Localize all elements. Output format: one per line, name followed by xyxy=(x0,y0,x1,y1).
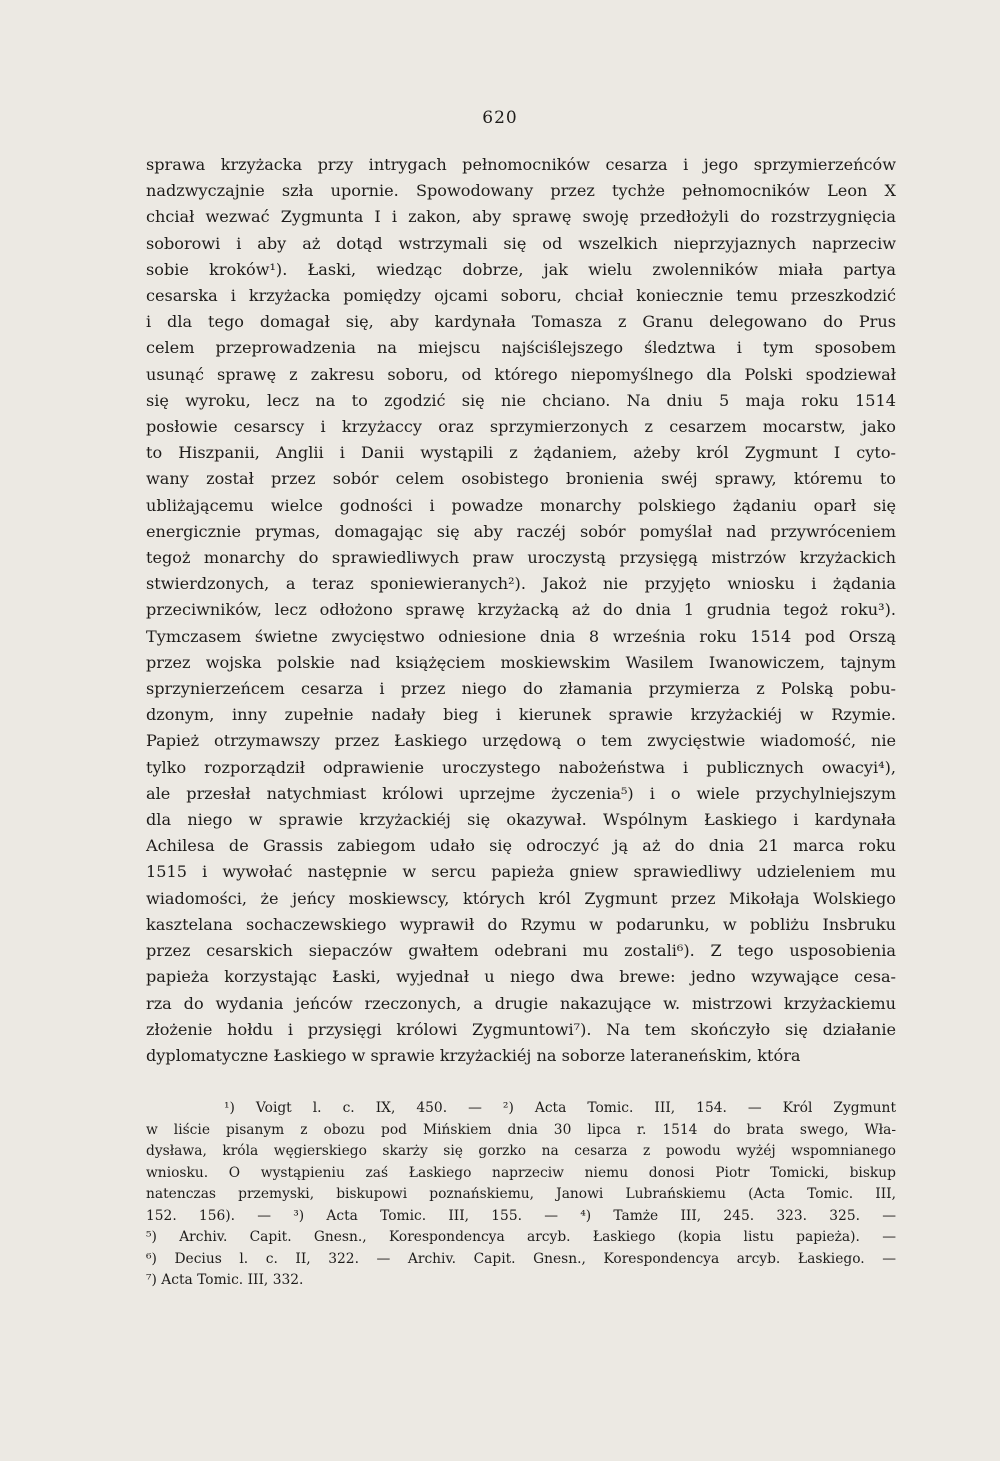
body_lines-line: dyplomatyczne Łaskiego w sprawie krzyżackiéj na soborze lateraneńskim, która xyxy=(146,1045,801,1065)
body_lines-line: posłowie cesarscy i krzyżaccy oraz sprzymierzonych z cesarzem mocarstw, jako xyxy=(146,417,896,437)
body_lines-line: Achilesa de Grassis zabiegom udało się odroczyć ją aż do dnia 21 marca roku xyxy=(146,836,896,856)
footnote_lines-line: natenczas przemyski, biskupowi poznańskiemu, Janowi Lubrańskiemu (Acta Tomic. III, xyxy=(146,1186,896,1202)
body_lines-line: 1515 i wywołać następnie w sercu papieża gniew sprawiedliwy udzieleniem mu xyxy=(146,862,896,882)
body_lines-line: przeciwników, lecz odłożono sprawę krzyżacką aż do dnia 1 grudnia tegoż roku³). xyxy=(146,600,896,620)
body_lines-line: ale przesłał natychmiast królowi uprzejme życzenia⁵) i o wiele przychylniejszym xyxy=(146,783,896,803)
footnote_lines-line: ⁵) Archiv. Capit. Gnesn., Korespondencya arcyb. Łaskiego (kopia listu papieża). — xyxy=(146,1229,896,1245)
body_lines-line: tylko rozporządził odprawienie uroczystego nabożeństwa i publicznych owacyi⁴), xyxy=(146,757,896,777)
body_lines-line: dla niego w sprawie krzyżackiéj się okazywał. Wspólnym Łaskiego i kardynała xyxy=(146,810,896,830)
body_lines-line: Papież otrzymawszy przez Łaskiego urzędową o tem zwycięstwie wiadomość, nie xyxy=(146,731,896,751)
body_lines-line: rza do wydania jeńców rzeczonych, a drugie nakazujące w. mistrzowi krzyżackiemu xyxy=(146,993,896,1013)
body_lines-line: ubliżającemu wielce godności i powadze monarchy polskiego żądaniu oparł się xyxy=(146,495,896,515)
footnote_lines-line: 152. 156). — ³) Acta Tomic. III, 155. — ⁴) Tamże III, 245. 323. 325. — xyxy=(146,1207,896,1224)
body_lines-line: nadzwyczajnie szła upornie. Spowodowany przez tychże pełnomocników Leon X xyxy=(146,181,896,201)
body_lines-line: Tymczasem świetne zwycięstwo odniesione dnia 8 września roku 1514 pod Orszą xyxy=(146,626,896,646)
body_lines-line: stwierdzonych, a teraz sponiewieranych²). Jakoż nie przyjęto wniosku i żądania xyxy=(146,574,896,594)
body_lines-line: kasztelana sochaczewskiego wyprawił do Rzymu w podarunku, w pobliżu Insbruku xyxy=(146,914,896,934)
footnote_lines-line: dysława, króla węgierskiego skarży się gorzko na cesarza z powodu wyżéj wspomnianego xyxy=(146,1143,896,1159)
body_lines-line: tegoż monarchy do sprawiedliwych praw uroczystą przysięgą mistrzów krzyżackich xyxy=(146,548,896,568)
footnote_lines-line: ¹) Voigt l. c. IX, 450. — ²) Acta Tomic. III, 154. — Król Zygmunt xyxy=(224,1100,896,1116)
body_lines-line: papieża korzystając Łaski, wyjednał u niego dwa brewe: jedno wzywające cesa- xyxy=(146,967,896,987)
body_lines-line: celem przeprowadzenia na miejscu najściślejszego śledztwa i tym sposobem xyxy=(146,338,896,358)
footnote_lines-line: ⁶) Decius l. c. II, 322. — Archiv. Capit. Gnesn., Korespondencya arcyb. Łaskiego. — xyxy=(146,1250,896,1267)
body_lines-line: usunąć sprawę z zakresu soboru, od którego niepomyślnego dla Polski spodziewał xyxy=(146,364,896,384)
body_lines-line: wany został przez sobór celem osobistego bronienia swéj sprawy, któremu to xyxy=(146,469,896,489)
page-number: 620 xyxy=(482,108,518,128)
body_lines-line: to Hiszpanii, Anglii i Danii wystąpili z żądaniem, ażeby król Zygmunt I cyto- xyxy=(146,443,896,463)
body-text xyxy=(146,152,896,1069)
body_lines-line: przez cesarskich siepaczów gwałtem odebrani mu zostali⁶). Z tego usposobienia xyxy=(146,941,896,961)
body_lines-line: i dla tego domagał się, aby kardynała Tomasza z Granu delegowano do Prus xyxy=(146,312,896,332)
body_lines-line: soborowi i aby aż dotąd wstrzymali się od wszelkich nieprzyjaznych naprzeciw xyxy=(146,233,896,253)
body_lines-line: sprawa krzyżacka przy intrygach pełnomocników cesarza i jego sprzymierzeńców xyxy=(146,155,896,174)
footnote_lines-line: w liście pisanym z obozu pod Mińskiem dnia 30 lipca r. 1514 do brata swego, Wła- xyxy=(146,1121,896,1138)
body_lines-line: sprzynierzeńcem cesarza i przez niego do złamania przymierza z Polską pobu- xyxy=(146,679,896,699)
body_lines-line: cesarska i krzyżacka pomiędzy ojcami soboru, chciał koniecznie temu przeszkodzić xyxy=(146,286,896,306)
body_lines-line: się wyroku, lecz na to zgodzić się nie chciano. Na dniu 5 maja roku 1514 xyxy=(146,390,896,410)
body_lines-line: chciał wezwać Zygmunta I i zakon, aby sprawę swoję przedłożyli do rozstrzygnięcia xyxy=(146,207,896,227)
body_lines-line: złożenie hołdu i przysięgi królowi Zygmuntowi⁷). Na tem skończyło się działanie xyxy=(146,1019,896,1039)
body_lines-line: przez wojska polskie nad książęciem moskiewskim Wasilem Iwanowiczem, tajnym xyxy=(146,652,896,672)
body_lines-line: energicznie prymas, domagając się aby raczéj sobór pomyślał nad przywróceniem xyxy=(146,521,896,541)
body_lines-line: dzonym, inny zupełnie nadały bieg i kierunek sprawie krzyżackiéj w Rzymie. xyxy=(146,705,896,725)
body_lines-line: wiadomości, że jeńcy moskiewscy, których król Zygmunt przez Mikołaja Wolskiego xyxy=(146,888,896,908)
body_lines-line: sobie kroków¹). Łaski, wiedząc dobrze, jak wielu zwolenników miała partya xyxy=(146,259,896,279)
footnote_lines-line: ⁷) Acta Tomic. III, 332. xyxy=(146,1272,304,1288)
footnotes xyxy=(146,1098,896,1292)
footnote_lines-line: wniosku. O wystąpieniu zaś Łaskiego naprzeciw niemu donosi Piotr Tomicki, biskup xyxy=(146,1164,896,1181)
